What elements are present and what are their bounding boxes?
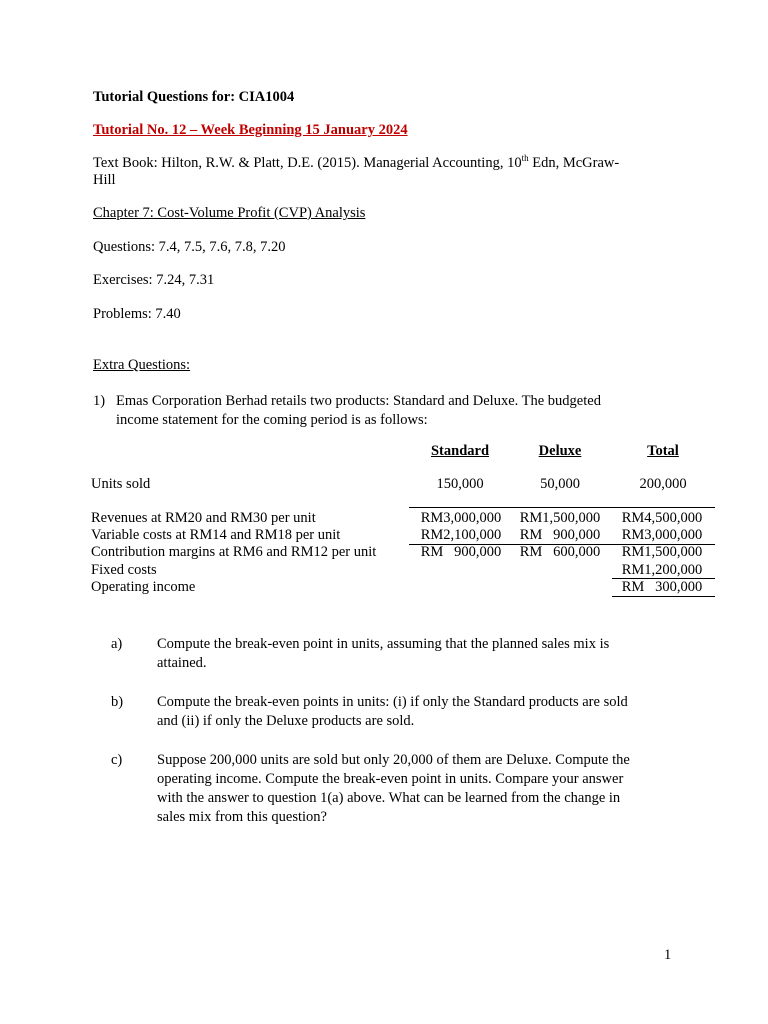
units-deluxe: 50,000	[540, 476, 580, 492]
row-value-standard: RM3,000,000	[420, 510, 502, 526]
exercises-list: Exercises: 7.24, 7.31	[93, 272, 215, 288]
row-value-total: RM3,000,000	[621, 527, 703, 543]
page-number: 1	[664, 947, 672, 963]
subquestion-letter: b)	[111, 694, 124, 710]
question-number: 1)	[93, 393, 106, 409]
row-value-total: RM1,500,000	[621, 544, 703, 560]
row-label: Operating income	[91, 579, 196, 595]
textbook-reference: Text Book: Hilton, R.W. & Platt, D.E. (2015). Managerial Accounting, 10th Edn, McGraw-	[93, 153, 620, 171]
extra-questions-heading: Extra Questions:	[93, 357, 191, 373]
header-total: Total	[647, 443, 679, 459]
units-standard: 150,000	[436, 476, 484, 492]
chapter-title: Chapter 7: Cost-Volume Profit (CVP) Analysis	[93, 205, 366, 221]
problems-list: Problems: 7.40	[93, 306, 181, 322]
questions-list: Questions: 7.4, 7.5, 7.6, 7.8, 7.20	[93, 239, 286, 255]
units-sold-label: Units sold	[91, 476, 151, 492]
tutorial-title: Tutorial No. 12 – Week Beginning 15 January 2024	[93, 122, 408, 138]
header-standard: Standard	[430, 443, 490, 459]
row-label: Variable costs at RM14 and RM18 per unit	[91, 527, 341, 543]
subquestion-text: Compute the break-even point in units, assuming that the planned sales mix is attained.	[157, 636, 610, 671]
subquestion-text: Compute the break-even points in units: (i) if only the Standard products are sold and (ii) if only the Deluxe products are sold.	[157, 694, 628, 729]
row-value-total: RM1,200,000	[621, 562, 703, 578]
row-value-deluxe: RM 600,000	[519, 544, 601, 560]
row-value-deluxe: RM 900,000	[519, 527, 601, 543]
textbook-reference-line2: Hill	[93, 172, 116, 188]
subquestion-letter: c)	[111, 752, 123, 768]
row-value-total: RM4,500,000	[621, 510, 703, 526]
row-value-standard: RM 900,000	[420, 544, 502, 560]
row-label: Revenues at RM20 and RM30 per unit	[91, 510, 316, 526]
row-value-standard: RM2,100,000	[420, 527, 502, 543]
table-rule-top	[409, 507, 715, 508]
subquestion-text: Suppose 200,000 units are sold but only 20,000 of them are Deluxe. Compute the operating income. Compute the break-even point in units. Compare your answer with the answer to question 1(a) above. What can be learned from the change in sales mix from this question?	[157, 752, 630, 825]
row-label: Fixed costs	[91, 562, 157, 578]
question-text: Emas Corporation Berhad retails two products: Standard and Deluxe. The budgeted income statement for the coming period is as follows:	[116, 393, 601, 428]
table-rule-bottom	[612, 596, 715, 597]
row-value-deluxe: RM1,500,000	[519, 510, 601, 526]
header-deluxe: Deluxe	[538, 443, 582, 459]
row-label: Contribution margins at RM6 and RM12 per unit	[91, 544, 377, 560]
course-title: Tutorial Questions for: CIA1004	[93, 89, 295, 105]
subquestion-letter: a)	[111, 636, 123, 652]
row-value-total: RM 300,000	[621, 579, 703, 595]
units-total: 200,000	[639, 476, 687, 492]
